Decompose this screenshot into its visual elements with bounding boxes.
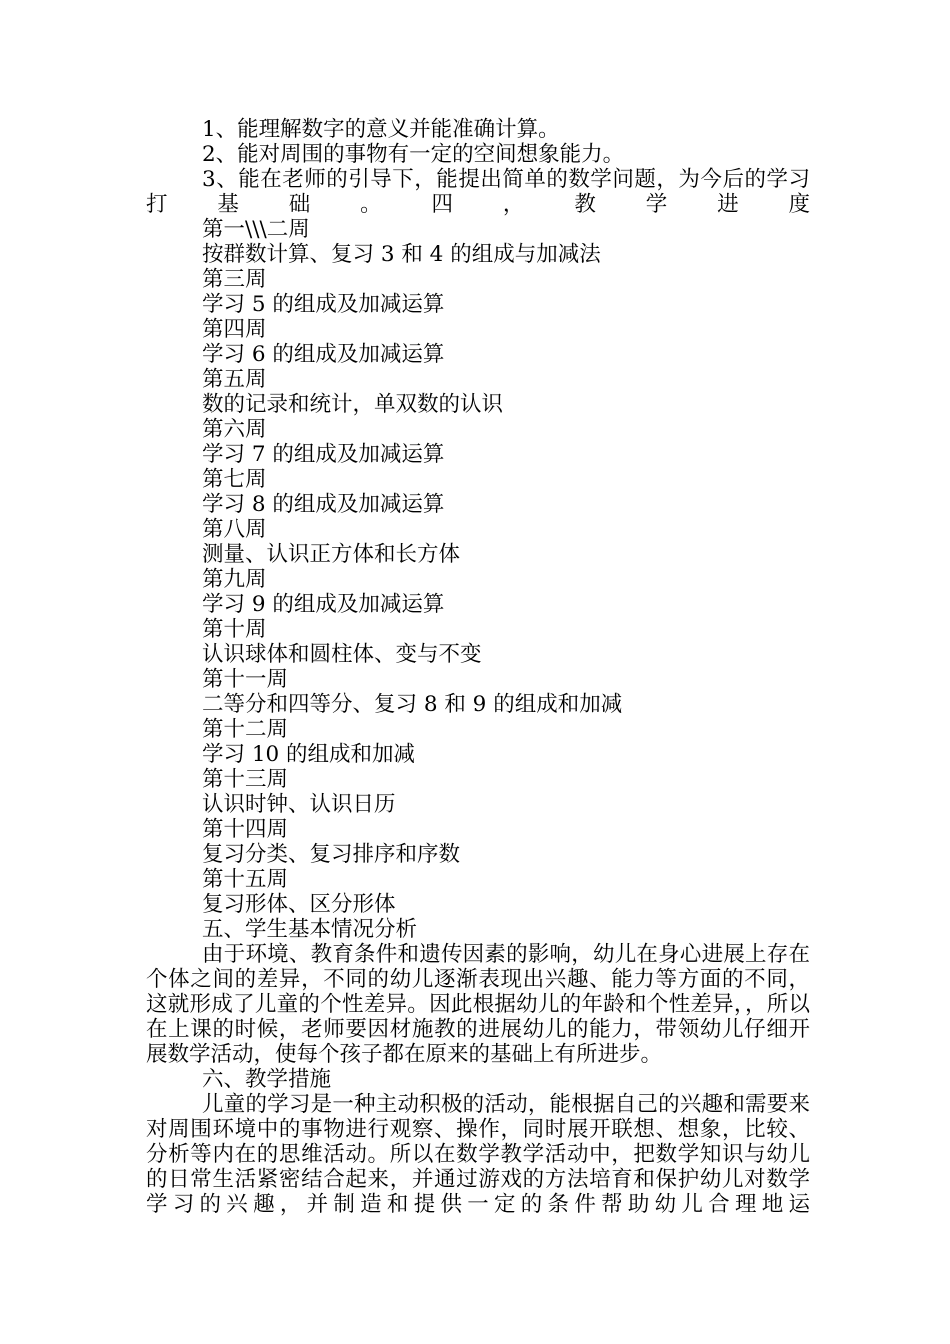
schedule-content: 学习 10 的组成和加减	[202, 742, 416, 767]
section-6-body: 儿童的学习是一种主动积极的活动，能根据自己的兴趣和需要来对周围环境中的事物进行观察、操作，同时展开联想、想象，比较、分析等内在的思维活动。所以在数学教学活动中，把数学知识与幼儿的日常生活紧密结合起来，并通过游戏的方法培育和保护幼儿对数学学习的兴趣，并制造和提供一定的条件帮助幼儿合理地运	[146, 1092, 810, 1217]
schedule-content: 复习分类、复习排序和序数	[202, 842, 461, 867]
document-body	[146, 117, 810, 1217]
schedule-content: 数的记录和统计，单双数的认识	[202, 392, 504, 417]
schedule-week: 第十一周	[202, 667, 289, 692]
section-6-title: 六、教学措施	[202, 1067, 332, 1092]
schedule-content: 认识球体和圆柱体、变与不变	[202, 642, 482, 667]
schedule-content: 学习 8 的组成及加减运算	[202, 492, 445, 517]
goal-3-and-section4-title: 3、能在老师的引导下，能提出简单的数学问题，为今后的学习打基础。四，教学进度	[146, 167, 810, 217]
schedule-week: 第六周	[202, 417, 267, 442]
schedule-content: 学习 9 的组成及加减运算	[202, 592, 445, 617]
goal-2: 2、能对周围的事物有一定的空间想象能力。	[202, 142, 625, 167]
goal-1: 1、能理解数字的意义并能准确计算。	[202, 117, 560, 142]
schedule-content: 二等分和四等分、复习 8 和 9 的组成和加减	[202, 692, 623, 717]
schedule-week: 第五周	[202, 367, 267, 392]
schedule-content: 按群数计算、复习 3 和 4 的组成与加减法	[202, 242, 601, 267]
schedule-week: 第四周	[202, 317, 267, 342]
schedule-content: 测量、认识正方体和长方体	[202, 542, 461, 567]
schedule-week: 第十周	[202, 617, 267, 642]
schedule-content: 学习 6 的组成及加减运算	[202, 342, 445, 367]
schedule-week: 第七周	[202, 467, 267, 492]
schedule-week: 第十五周	[202, 867, 289, 892]
schedule-content: 学习 5 的组成及加减运算	[202, 292, 445, 317]
schedule-list	[146, 217, 810, 917]
schedule-week: 第十二周	[202, 717, 289, 742]
schedule-week: 第十四周	[202, 817, 289, 842]
schedule-week: 第八周	[202, 517, 267, 542]
section-5-body: 由于环境、教育条件和遗传因素的影响，幼儿在身心进展上存在个体之间的差异，不同的幼儿逐渐表现出兴趣、能力等方面的不同，这就形成了儿童的个性差异。因此根据幼儿的年龄和个性差异，，所以在上课的时候，老师要因材施教的进展幼儿的能力，带领幼儿仔细开展数学活动，使每个孩子都在原来的基础上有所进步。	[146, 942, 810, 1067]
schedule-content: 学习 7 的组成及加减运算	[202, 442, 445, 467]
schedule-week: 第三周	[202, 267, 267, 292]
schedule-week: 第一\\\二周	[202, 217, 310, 242]
schedule-content: 复习形体、区分形体	[202, 892, 396, 917]
schedule-week: 第十三周	[202, 767, 289, 792]
schedule-week: 第九周	[202, 567, 267, 592]
section-5-title: 五、学生基本情况分析	[202, 917, 418, 942]
schedule-content: 认识时钟、认识日历	[202, 792, 396, 817]
